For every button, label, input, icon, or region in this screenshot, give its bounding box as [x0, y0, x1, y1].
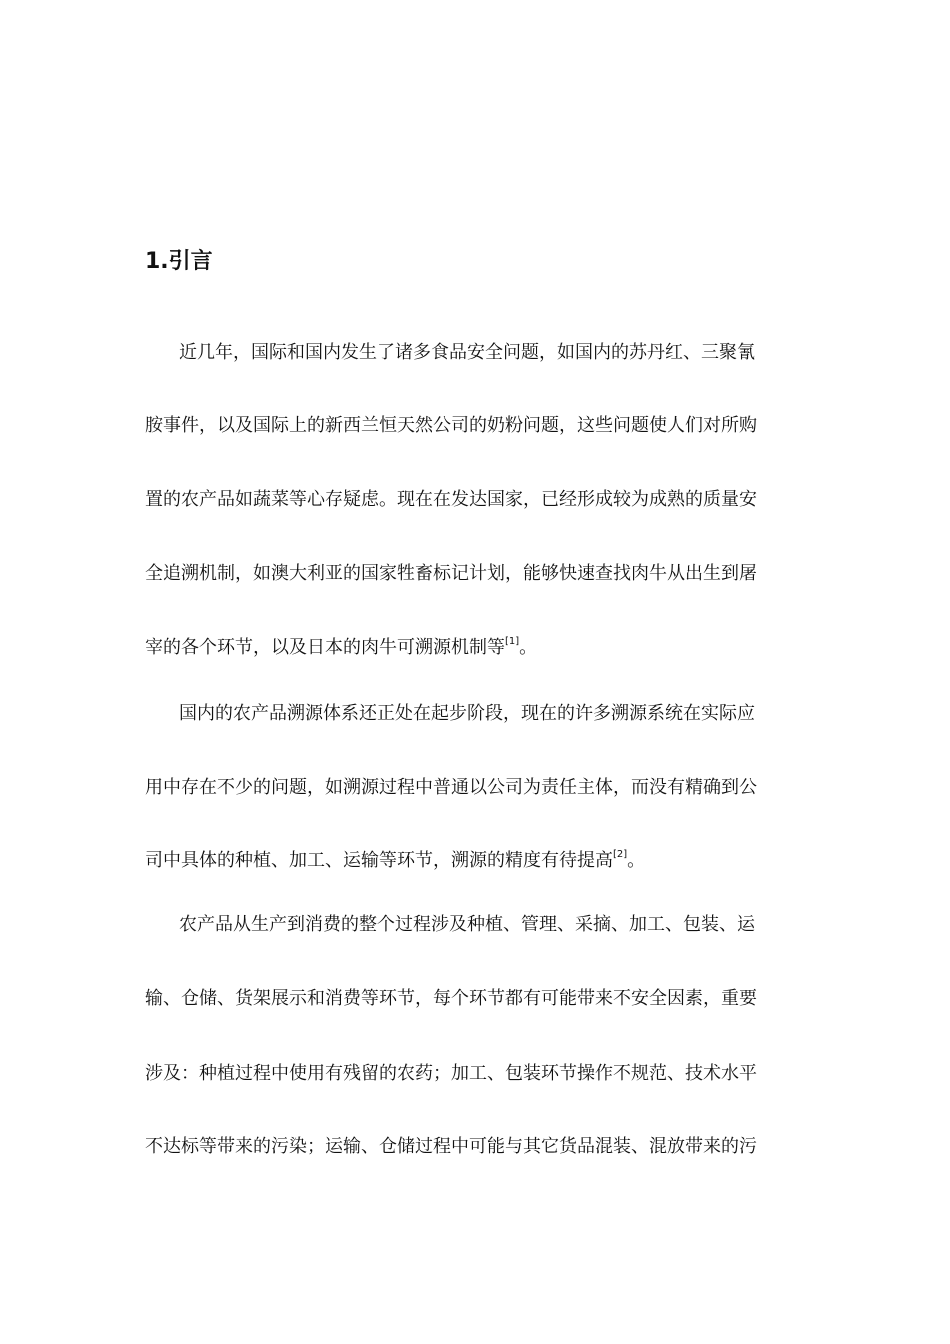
paragraph-2-last-text: 司中具体的种植、加工、运输等环节，溯源的精度有待提高	[145, 850, 613, 871]
paragraph-3-line-2: 输、仓储、货架展示和消费等环节，每个环节都有可能带来不安全因素，重要	[145, 988, 757, 1009]
paragraph-2-line-1: 国内的农产品溯源体系还正处在起步阶段，现在的许多溯源系统在实际应	[179, 703, 755, 724]
paragraph-2-end: 。	[627, 850, 646, 871]
paragraph-1-line-4: 全追溯机制，如澳大利亚的国家牲畜标记计划，能够快速查找肉牛从出生到屠	[145, 563, 757, 584]
citation-2: [2]	[613, 849, 628, 860]
paragraph-2-line-2: 用中存在不少的问题，如溯源过程中普通以公司为责任主体，而没有精确到公	[145, 777, 757, 798]
paragraph-3-line-4: 不达标等带来的污染；运输、仓储过程中可能与其它货品混装、混放带来的污	[145, 1136, 757, 1157]
paragraph-1-last-text: 宰的各个环节，以及日本的肉牛可溯源机制等	[145, 637, 505, 658]
paragraph-1-line-3: 置的农产品如蔬菜等心存疑虑。现在在发达国家，已经形成较为成熟的质量安	[145, 489, 757, 510]
paragraph-1-line-2: 胺事件，以及国际上的新西兰恒天然公司的奶粉问题，这些问题使人们对所购	[145, 415, 757, 436]
citation-1: [1]	[505, 636, 520, 647]
section-heading: 1.引言	[145, 249, 213, 274]
paragraph-2-line-3	[145, 847, 805, 875]
paragraph-3-line-1: 农产品从生产到消费的整个过程涉及种植、管理、采摘、加工、包装、运	[179, 914, 755, 935]
paragraph-1-end: 。	[519, 637, 538, 658]
paragraph-1-line-1: 近几年，国际和国内发生了诸多食品安全问题，如国内的苏丹红、三聚氰	[179, 342, 755, 363]
paragraph-3-line-3: 涉及：种植过程中使用有残留的农药；加工、包装环节操作不规范、技术水平	[145, 1063, 757, 1084]
paragraph-1-line-5	[145, 634, 805, 662]
